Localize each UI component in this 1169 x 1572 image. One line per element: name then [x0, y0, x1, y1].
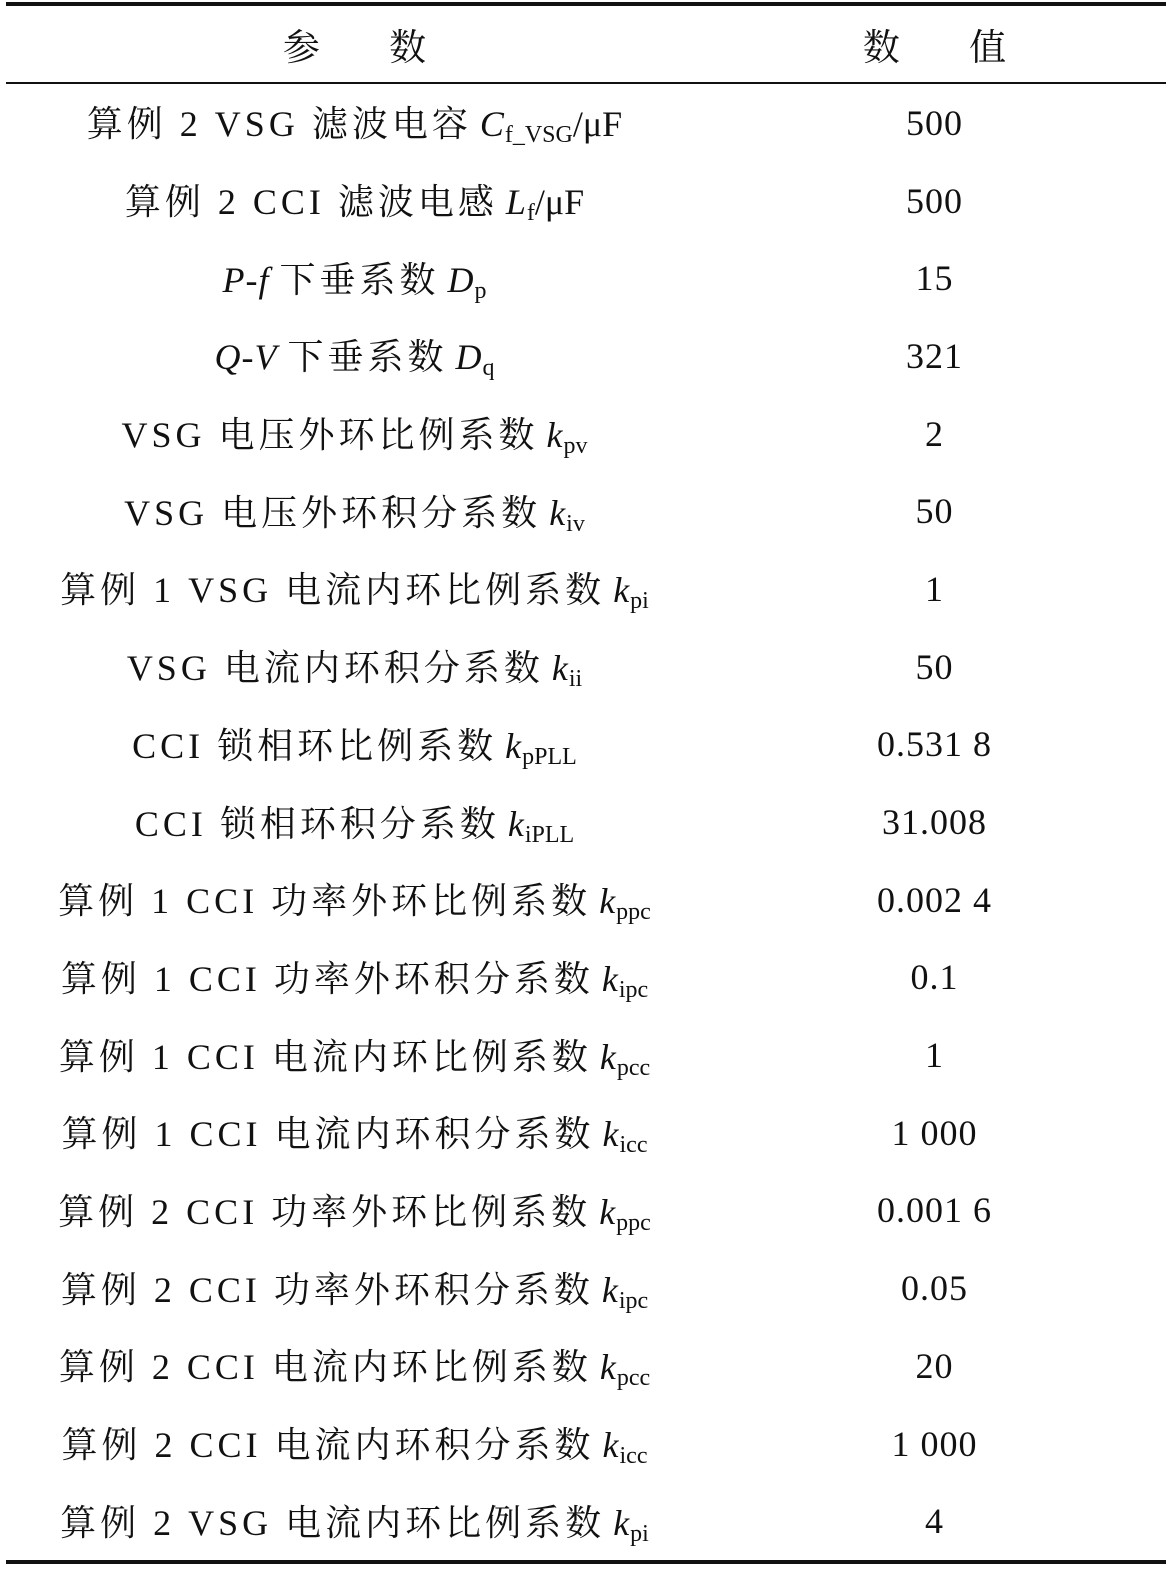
header-value: 数 值: [703, 4, 1166, 83]
table-row: [6, 472, 1166, 550]
param-cell: [6, 628, 703, 706]
param-desc: 算例 2 CCI 功率外环比例系数: [58, 1191, 592, 1232]
param-symbol: Q-V: [214, 337, 278, 378]
table-row: [6, 83, 1166, 162]
value-cell: 500: [906, 180, 963, 221]
param-desc: CCI 锁相环比例系数: [132, 725, 498, 766]
param-desc: 算例 1 VSG 电流内环比例系数: [60, 570, 606, 611]
param-symbol: $k_{ppc}$: [599, 1191, 651, 1236]
value-cell: 1 000: [891, 1112, 978, 1153]
param-cell: [6, 1405, 703, 1483]
param-cell: [6, 1249, 703, 1327]
value-cell: 50: [915, 646, 954, 687]
param-cell: [6, 395, 703, 473]
table-row: [6, 1327, 1166, 1405]
value-cell: 0.05: [901, 1268, 968, 1309]
param-cell: [6, 939, 703, 1017]
value-cell: 1: [925, 568, 944, 609]
table-row: [6, 1094, 1166, 1172]
param-desc: VSG 电压外环比例系数: [121, 415, 539, 456]
value-cell: 50: [915, 491, 954, 532]
table-row: [6, 1249, 1166, 1327]
table-header: [6, 4, 1166, 83]
header-row: [6, 4, 1166, 83]
value-cell: 20: [915, 1345, 954, 1386]
param-symbol: $D_p$: [447, 259, 487, 304]
param-desc: 算例 2 VSG 电流内环比例系数: [60, 1502, 606, 1543]
param-desc: VSG 电流内环积分系数: [126, 648, 544, 689]
param-symbol: $k_{ipc}$: [601, 958, 649, 1003]
param-desc: CCI 锁相环积分系数: [134, 803, 500, 844]
param-cell: [6, 1482, 703, 1562]
table-row: [6, 239, 1166, 317]
param-symbol: $k_{iv}$: [549, 492, 585, 537]
table-row: [6, 317, 1166, 395]
param-cell: [6, 1094, 703, 1172]
parameter-table: [6, 2, 1166, 1564]
table-row: [6, 1016, 1166, 1094]
value-cell: 2: [925, 413, 944, 454]
param-desc: 算例 2 CCI 功率外环积分系数: [60, 1269, 594, 1310]
value-cell: 31.008: [882, 802, 987, 843]
table-row: [6, 1405, 1166, 1483]
table-row: [6, 706, 1166, 784]
table-body: [6, 83, 1166, 1562]
param-symbol: $k_{icc}$: [602, 1425, 648, 1470]
param-cell: [6, 1016, 703, 1094]
param-desc: 算例 2 CCI 滤波电感: [124, 182, 498, 223]
table-row: [6, 162, 1166, 240]
value-cell: 0.001 6: [877, 1190, 992, 1231]
param-symbol: $k_{pi}$: [613, 1502, 649, 1547]
param-symbol: $k_{ipc}$: [601, 1269, 649, 1314]
param-cell: [6, 706, 703, 784]
param-desc: 算例 1 CCI 功率外环比例系数: [58, 881, 592, 922]
param-desc: VSG 电压外环积分系数: [124, 492, 542, 533]
param-cell: [6, 239, 703, 317]
param-symbol: $k_{pv}$: [546, 415, 588, 460]
param-cell: [6, 162, 703, 240]
param-cell: [6, 861, 703, 939]
param-cell: [6, 83, 703, 162]
value-cell: 4: [925, 1501, 944, 1542]
param-desc: 算例 1 CCI 电流内环比例系数: [58, 1036, 592, 1077]
table-row: [6, 628, 1166, 706]
param-symbol: $k_{icc}$: [602, 1114, 648, 1159]
param-desc: 算例 2 VSG 滤波电容: [86, 104, 472, 145]
param-symbol: P-f: [222, 259, 270, 300]
param-symbol: $k_{pcc}$: [599, 1347, 651, 1392]
table-row: [6, 939, 1166, 1017]
value-cell: 1: [925, 1035, 944, 1076]
param-symbol: $k_{pi}$: [613, 570, 649, 615]
value-cell: 500: [906, 102, 963, 143]
param-desc: 算例 1 CCI 功率外环积分系数: [60, 958, 594, 999]
param-desc: 下垂系数: [287, 337, 448, 378]
param-symbol: $k_{pPLL}$: [505, 725, 577, 770]
value-cell: 0.1: [910, 957, 959, 998]
param-cell: [6, 550, 703, 628]
param-symbol: $L_f$: [505, 182, 535, 227]
table-row: [6, 861, 1166, 939]
param-symbol: $k_{ii}$: [551, 648, 583, 693]
table-row: [6, 550, 1166, 628]
value-cell: 321: [906, 335, 963, 376]
param-desc: 算例 1 CCI 电流内环积分系数: [61, 1114, 595, 1155]
value-cell: 1 000: [891, 1423, 978, 1464]
param-desc: 算例 2 CCI 电流内环比例系数: [58, 1347, 592, 1388]
param-symbol: $C_{f\_VSG}$: [479, 104, 573, 149]
param-symbol: $k_{iPLL}$: [507, 803, 575, 848]
param-symbol: $D_q$: [455, 337, 495, 382]
param-cell: [6, 1172, 703, 1250]
header-param: 参 数: [6, 4, 703, 83]
table-row: [6, 1482, 1166, 1562]
param-unit: /μF: [572, 104, 623, 145]
param-cell: [6, 1327, 703, 1405]
param-desc: 下垂系数: [279, 259, 440, 300]
param-symbol: $k_{pcc}$: [599, 1036, 651, 1081]
table-row: [6, 783, 1166, 861]
param-unit: /μF: [534, 182, 585, 223]
param-cell: [6, 317, 703, 395]
table-row: [6, 1172, 1166, 1250]
value-cell: 0.002 4: [877, 879, 992, 920]
param-cell: [6, 783, 703, 861]
param-desc: 算例 2 CCI 电流内环积分系数: [61, 1425, 595, 1466]
table-row: [6, 395, 1166, 473]
param-cell: [6, 472, 703, 550]
value-cell: 0.531 8: [877, 724, 992, 765]
param-symbol: $k_{ppc}$: [599, 881, 651, 926]
value-cell: 15: [915, 258, 954, 299]
